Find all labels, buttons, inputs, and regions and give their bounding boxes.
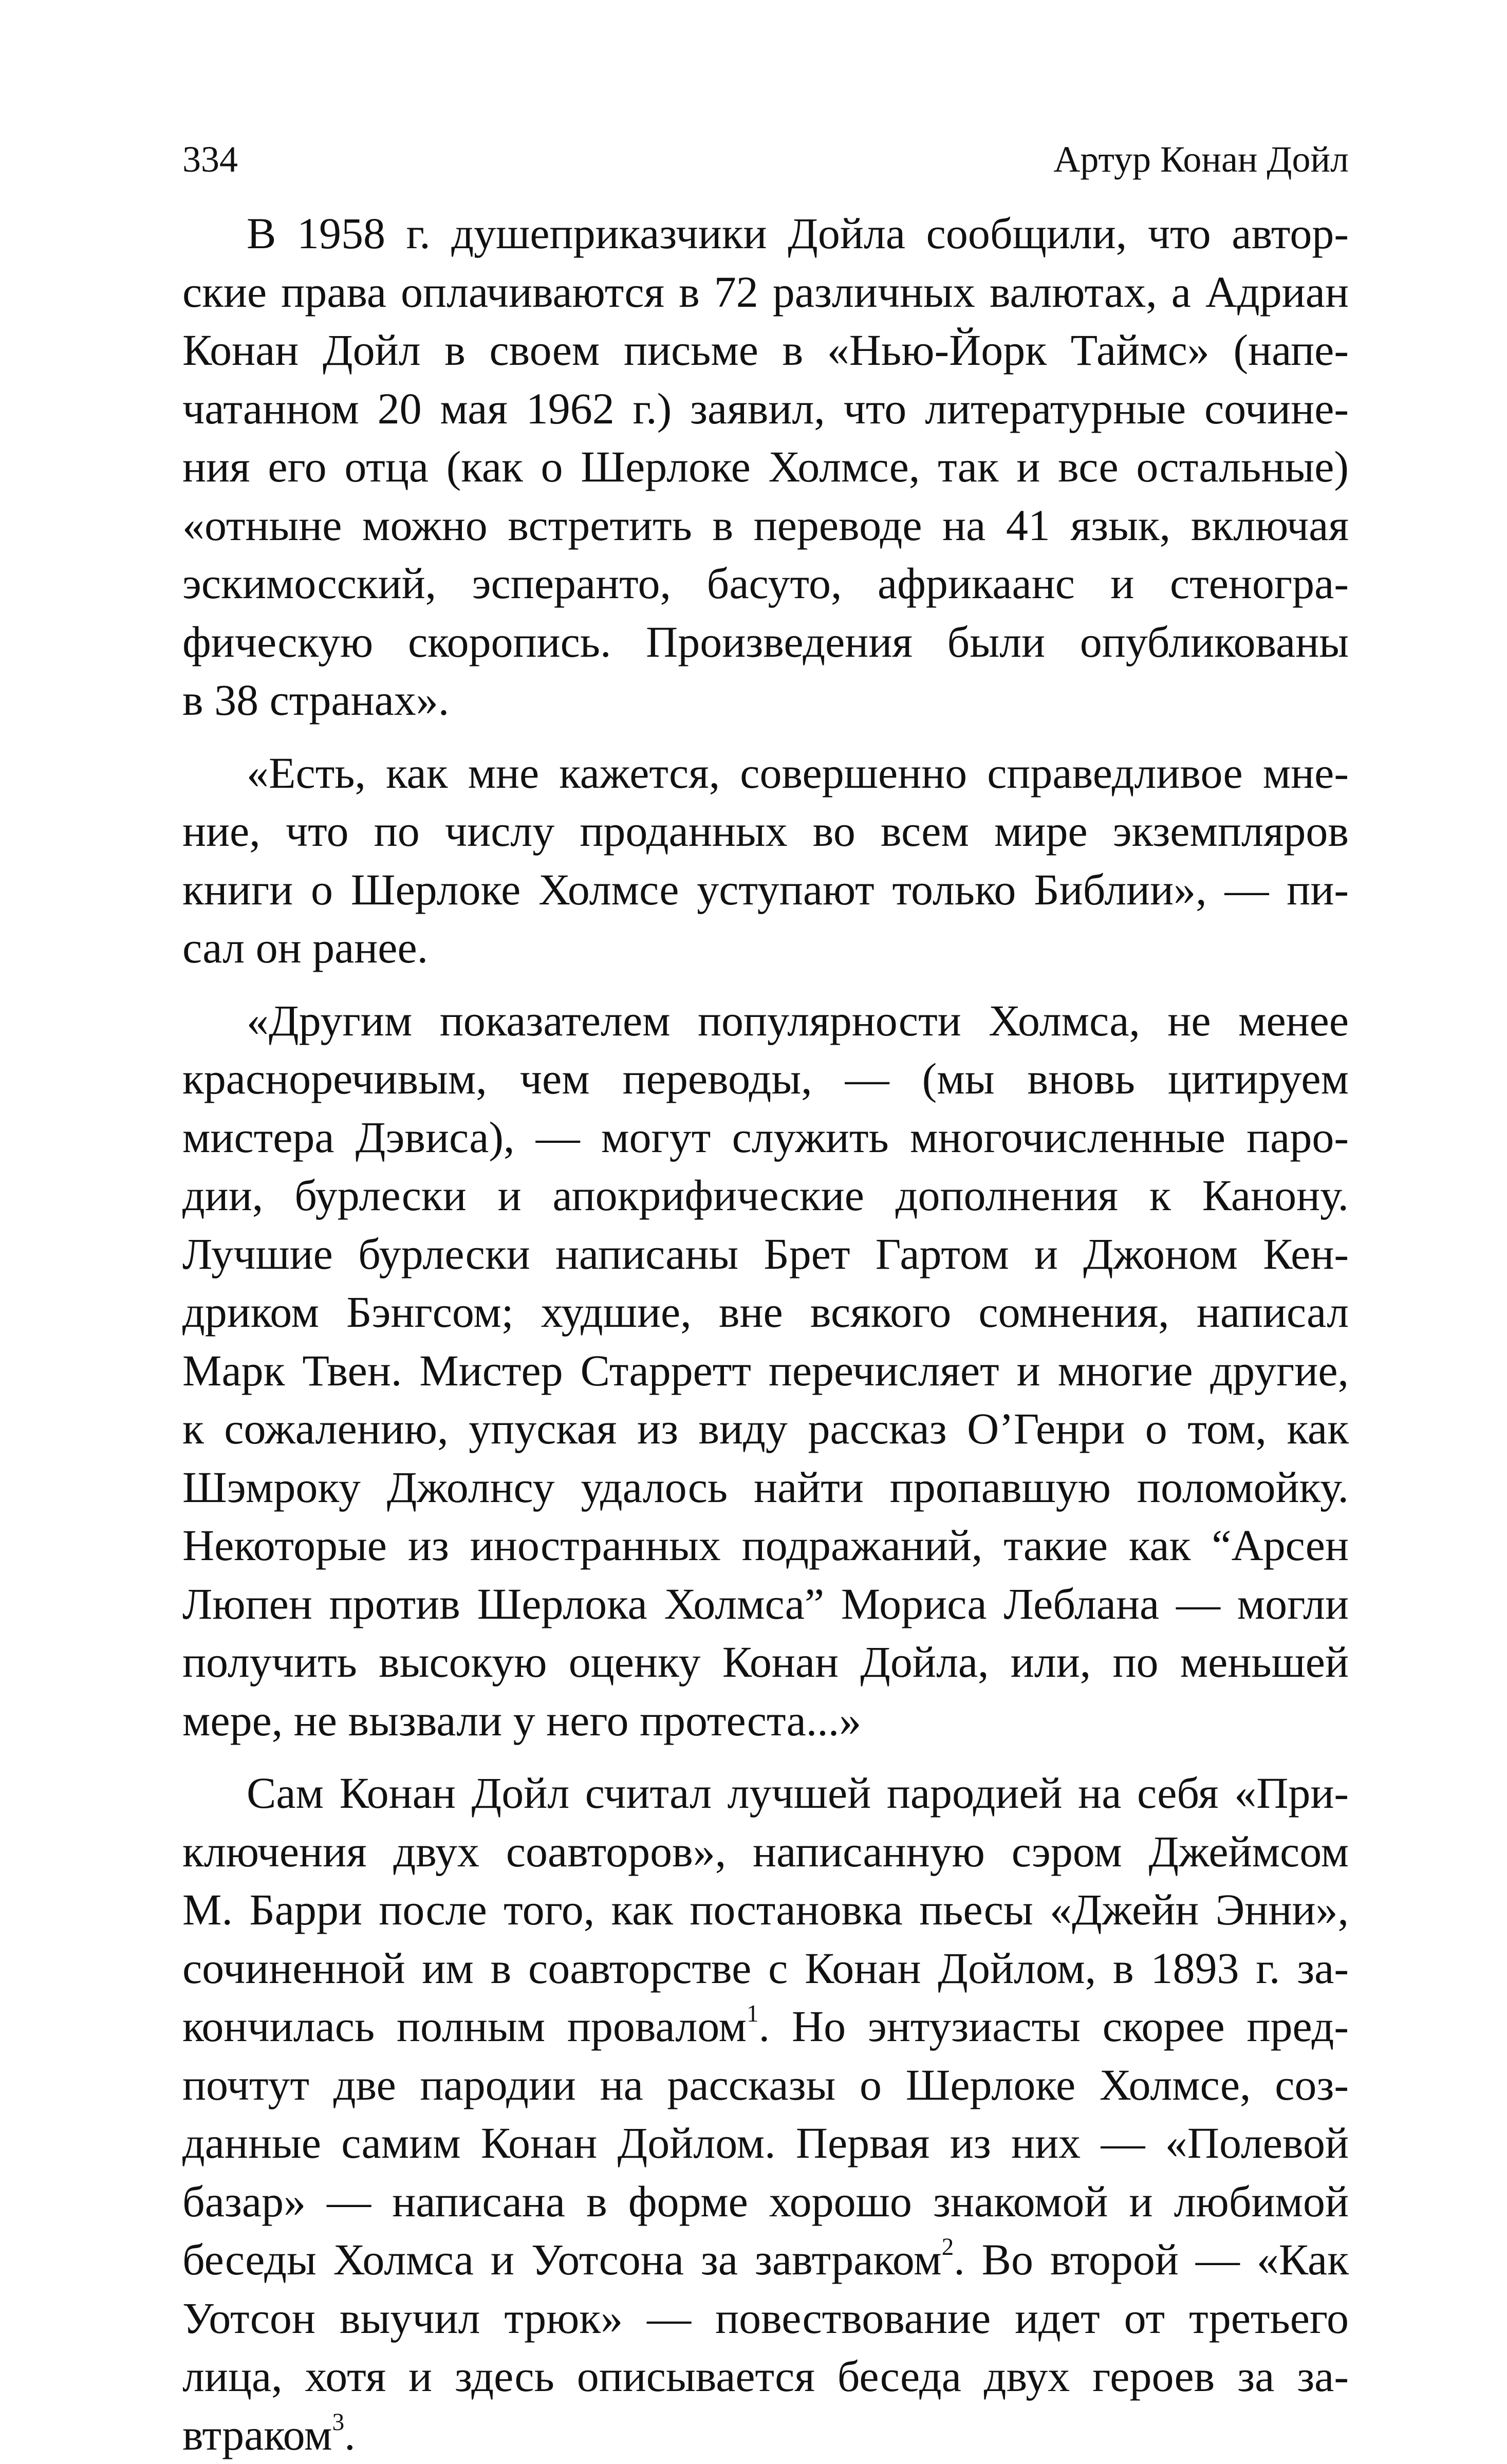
text-line: М. Барри после того, как постановка пьесы «Джейн Энни»,	[182, 1881, 1349, 1939]
text-line: Марк Твен. Мистер Старретт перечисляет и многие другие,	[182, 1342, 1349, 1400]
text-run: кончилась полным провалом	[182, 2002, 747, 2051]
text-line	[182, 2231, 1349, 2289]
text-line: ключения двух соавторов», написанную сэром Джеймсом	[182, 1823, 1349, 1881]
text-line: ние, что по числу проданных во всем мире экземпляров	[182, 802, 1349, 861]
paragraph	[182, 992, 1349, 1750]
text-run: . Но энтузиасты скорее пред-	[759, 2002, 1349, 2051]
text-line: сочиненной им в соавторстве с Конан Дойлом, в 1893 г. за-	[182, 1939, 1349, 1998]
text-line: к сожалению, упуская из виду рассказ О’Генри о том, как	[182, 1400, 1349, 1458]
text-line: Лучшие бурлески написаны Брет Гартом и Джоном Кен-	[182, 1225, 1349, 1284]
text-line: чатанном 20 мая 1962 г.) заявил, что литературные сочине-	[182, 380, 1349, 438]
text-line: мере, не вызвали у него протеста...»	[182, 1692, 1349, 1750]
running-head	[182, 131, 1349, 188]
text-line: дии, бурлески и апокрифические дополнения к Канону.	[182, 1166, 1349, 1225]
text-line: «Другим показателем популярности Холмса, не менее	[182, 992, 1349, 1050]
text-line: Конан Дойл в своем письме в «Нью-Йорк Таймс» (напе-	[182, 321, 1349, 380]
text-line: Сам Конан Дойл считал лучшей пародией на себя «При-	[182, 1764, 1349, 1823]
text-line: книги о Шерлоке Холмсе уступают только Библии», — пи-	[182, 861, 1349, 919]
running-title: Артур Конан Дойл	[1053, 131, 1349, 188]
text-line	[182, 2406, 1349, 2464]
text-line: в 38 странах».	[182, 671, 1349, 730]
text-line: ния его отца (как о Шерлоке Холмсе, так и все остальные)	[182, 438, 1349, 496]
paragraph	[182, 744, 1349, 977]
text-line	[182, 1997, 1349, 2056]
paragraph	[182, 205, 1349, 730]
text-line: «Есть, как мне кажется, совершенно справедливое мне-	[182, 744, 1349, 803]
text-line: эскимосский, эсперанто, басуто, африкаанс и стеногра-	[182, 554, 1349, 613]
text-line: дриком Бэнгсом; худшие, вне всякого сомнения, написал	[182, 1283, 1349, 1342]
text-line: базар» — написана в форме хорошо знакомой и любимой	[182, 2173, 1349, 2231]
text-line: Некоторые из иностранных подражаний, такие как “Арсен	[182, 1516, 1349, 1575]
text-line: Шэмроку Джолнсу удалось найти пропавшую поломойку.	[182, 1458, 1349, 1517]
text-line: сал он ранее.	[182, 919, 1349, 977]
text-line: данные самим Конан Дойлом. Первая из них — «Полевой	[182, 2114, 1349, 2173]
text-line: красноречивым, чем переводы, — (мы вновь цитируем	[182, 1050, 1349, 1108]
text-line: получить высокую оценку Конан Дойла, или, по меньшей	[182, 1633, 1349, 1692]
text-line: Уотсон выучил трюк» — повествование идет от третьего	[182, 2289, 1349, 2348]
footnote-mark[interactable]: 2	[942, 2234, 954, 2261]
paragraph	[182, 1764, 1349, 2464]
text-run: .	[344, 2410, 356, 2459]
text-line: лица, хотя и здесь описывается беседа двух героев за за-	[182, 2347, 1349, 2406]
body-text	[182, 205, 1349, 2464]
text-line: ские права оплачиваются в 72 различных валютах, а Адриан	[182, 263, 1349, 322]
text-run: . Во второй — «Как	[954, 2235, 1349, 2284]
text-line: «отныне можно встретить в переводе на 41 язык, включая	[182, 496, 1349, 555]
footnote-mark[interactable]: 1	[747, 2000, 759, 2027]
text-run: втраком	[182, 2410, 332, 2459]
text-line: фическую скоропись. Произведения были опубликованы	[182, 613, 1349, 672]
footnote-mark[interactable]: 3	[332, 2409, 344, 2436]
text-line: мистера Дэвиса), — могут служить многочисленные паро-	[182, 1108, 1349, 1167]
page-number: 334	[182, 131, 238, 188]
text-line: Люпен против Шерлока Холмса” Мориса Леблана — могли	[182, 1575, 1349, 1634]
text-line: В 1958 г. душеприказчики Дойла сообщили, что автор-	[182, 205, 1349, 263]
text-line: почтут две пародии на рассказы о Шерлоке Холмсе, соз-	[182, 2056, 1349, 2115]
text-run: беседы Холмса и Уотсона за завтраком	[182, 2235, 942, 2284]
